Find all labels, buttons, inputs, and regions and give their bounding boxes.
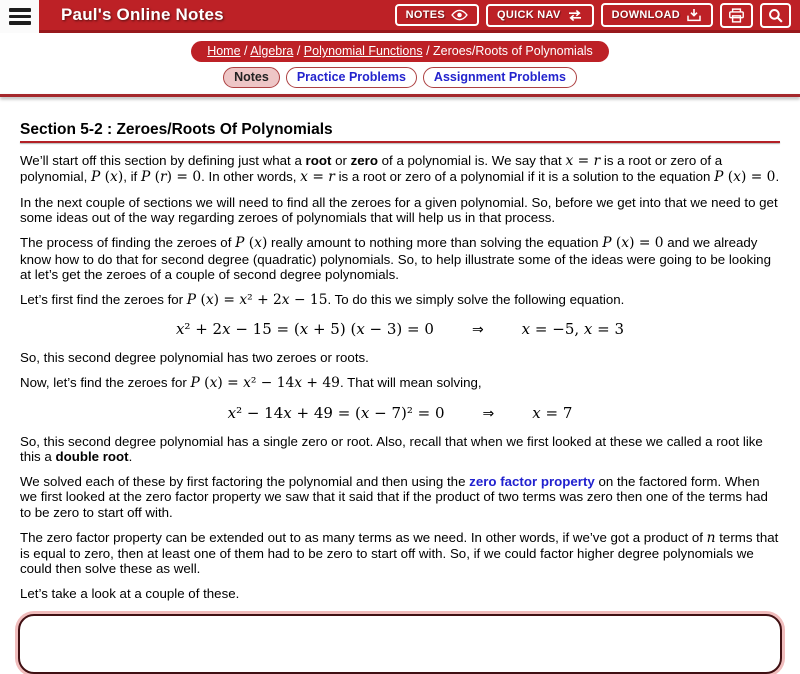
breadcrumb: Home / Algebra / Polynomial Functions / Zeroes/Roots of Polynomials xyxy=(191,41,609,62)
paragraph: Let’s take a look at a couple of these. xyxy=(20,586,240,602)
paragraph: Let’s first find the zeroes for P (x) = x² + 2x − 15. To do this we simply solve the following equation. xyxy=(20,291,625,308)
hamburger-menu-icon xyxy=(9,6,31,28)
tab-notes[interactable]: Notes xyxy=(223,67,280,88)
tab-practice-problems[interactable]: Practice Problems xyxy=(286,67,417,88)
print-button[interactable] xyxy=(720,3,753,28)
zero-factor-property-link[interactable]: zero factor property xyxy=(469,473,595,489)
quick-nav-button-label: QUICK NAV xyxy=(497,9,561,21)
inline-math: x = r xyxy=(300,168,335,185)
inline-math: n xyxy=(706,529,716,546)
breadcrumb-item-home[interactable]: Home xyxy=(207,44,241,58)
inline-math: P (x) xyxy=(235,235,268,252)
search-icon xyxy=(768,8,783,23)
notes-button[interactable] xyxy=(395,4,479,26)
breadcrumb-item-zeroes-roots-of-polynomials: Zeroes/Roots of Polynomials xyxy=(433,44,593,58)
bold-term: double root xyxy=(55,448,129,464)
swap-arrows-icon xyxy=(567,9,583,22)
eye-icon xyxy=(451,9,468,21)
bold-term: zero xyxy=(350,152,378,168)
tabs-row xyxy=(0,67,800,94)
implies-arrow-icon: ⇒ xyxy=(471,322,484,339)
inline-math: P (x) = 0 xyxy=(714,168,776,185)
inline-math: P (r) = 0 xyxy=(140,168,202,185)
download-button[interactable] xyxy=(601,3,713,27)
paragraph: The zero factor property can be extended out to as many terms as we need. In other words, if we’ve got a product of n terms that is equal to zero, then at least one of them had to be zero to start off with. So, if we could factor higher degree polynomials we could then solve these as well. xyxy=(20,529,779,577)
print-icon xyxy=(728,8,745,23)
heading-underline xyxy=(20,141,780,143)
breadcrumb-row xyxy=(0,41,800,62)
download-button-label: DOWNLOAD xyxy=(611,9,680,21)
inline-math: P (x) = x² − 14x + 49 xyxy=(190,375,340,392)
page-title: Section 5-2 : Zeroes/Roots Of Polynomials xyxy=(20,121,333,138)
top-bar xyxy=(0,0,800,33)
paragraph: We’ll start off this section by defining just what a root or zero of a polynomial is. We say that x = r is a root or zero of a polynomial, P (x), if P (r) = 0. In other words, x = r is a root or zero of a polynomial if it is a solution to the equation P (x) = 0. xyxy=(20,152,780,185)
equation-lhs: x² − 14x + 49 = (x − 7)² = 0 xyxy=(227,403,445,422)
paragraph: So, this second degree polynomial has two zeroes or roots. xyxy=(20,350,369,366)
content-blocks xyxy=(20,153,780,602)
equation-rhs: x = −5, x = 3 xyxy=(521,320,625,339)
bold-term: root xyxy=(305,152,332,168)
search-button[interactable] xyxy=(760,3,791,28)
paragraph: Now, let’s find the zeroes for P (x) = x² − 14x + 49. That will mean solving, xyxy=(20,375,482,392)
page-divider-line xyxy=(0,94,800,97)
example-box xyxy=(18,614,782,674)
equation xyxy=(20,320,780,338)
breadcrumb-item-algebra[interactable]: Algebra xyxy=(250,44,294,58)
paragraph: In the next couple of sections we will need to find all the zeroes for a given polynomial. So, before we get into that we need to get some ideas out of the way regarding zeroes of polynomials that will help us in that process. xyxy=(20,194,778,226)
paragraph: So, this second degree polynomial has a single zero or root. Also, recall that when we first looked at these we called a root like this a double root. xyxy=(20,433,763,464)
inline-math: x = r xyxy=(565,152,601,169)
quick-nav-button[interactable] xyxy=(486,4,594,27)
site-title: Paul's Online Notes xyxy=(61,5,224,24)
equation xyxy=(20,404,780,422)
paragraph: We solved each of these by first factoring the polynomial and then using the zero factor property on the factored form. When we first looked at the zero factor property we saw that it said that if the product of two terms was zero then one of the terms had to be zero to start off with. xyxy=(20,473,768,520)
implies-arrow-icon: ⇒ xyxy=(482,405,495,422)
download-icon xyxy=(686,8,702,22)
inline-math: P (x) = x² + 2x − 15 xyxy=(186,291,328,308)
inline-math: P (x) xyxy=(90,168,124,185)
inline-math: P (x) = 0 xyxy=(602,235,664,252)
menu-button[interactable] xyxy=(0,0,39,33)
tab-assignment-problems[interactable]: Assignment Problems xyxy=(423,67,577,88)
header-buttons xyxy=(395,3,791,28)
notes-button-label: NOTES xyxy=(405,9,445,21)
paragraph: The process of finding the zeroes of P (x) really amount to nothing more than solving the equation P (x) = 0 and we already know how to do that for second degree (quadratic) polynomials. So, to help illustrate some of the ideas were going to be looking at let’s get the zeroes of a couple of second degree polynomials. xyxy=(20,235,771,282)
content xyxy=(0,121,800,602)
header-red-bar xyxy=(39,0,800,33)
equation-lhs: x² + 2x − 15 = (x + 5) (x − 3) = 0 xyxy=(175,320,434,339)
breadcrumb-item-polynomial-functions[interactable]: Polynomial Functions xyxy=(303,44,423,58)
equation-rhs: x = 7 xyxy=(532,403,573,422)
